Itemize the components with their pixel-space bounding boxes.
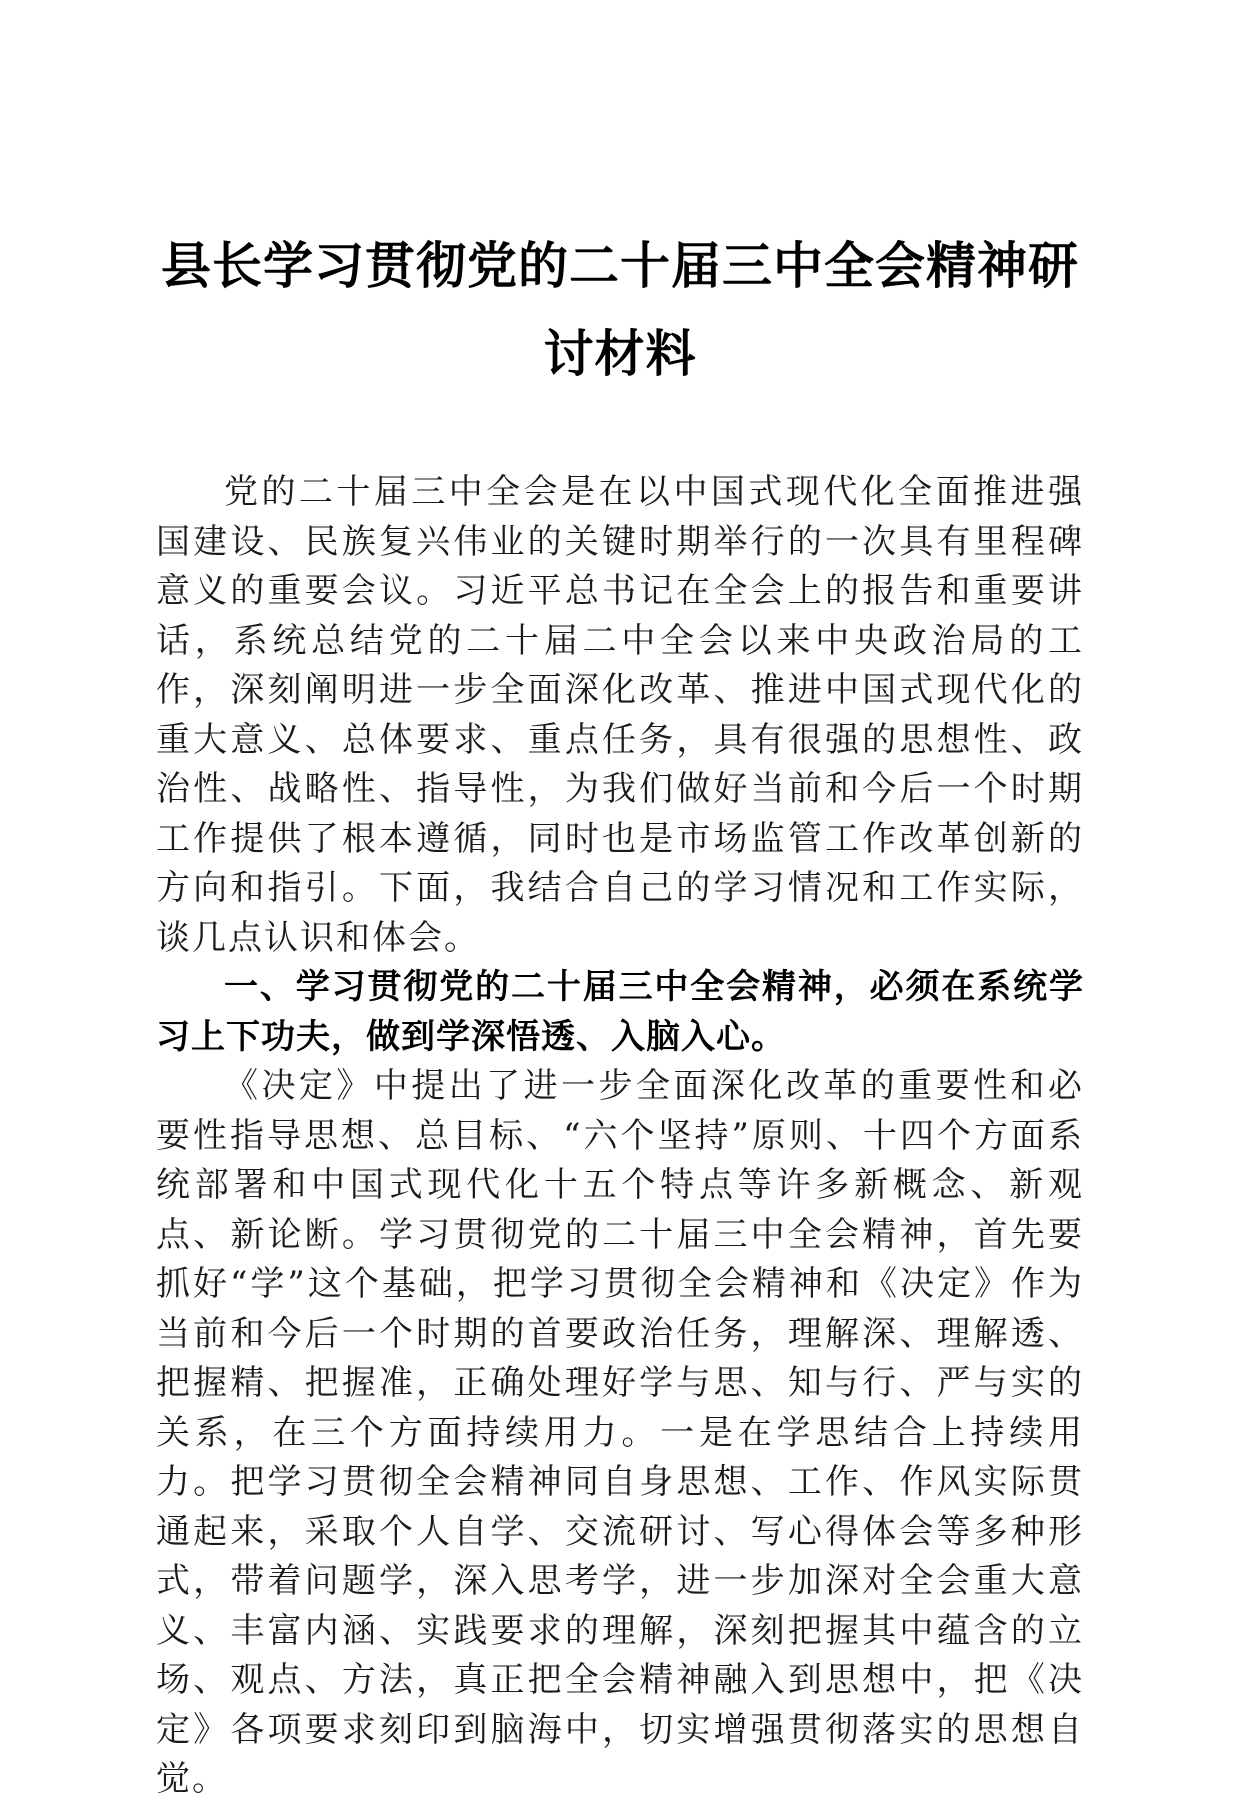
document-body xyxy=(156,468,1084,1805)
intro-paragraph: 党的二十届三中全会是在以中国式现代化全面推进强国建设、民族复兴伟业的关键时期举行的一次具有里程碑意义的重要会议。习近平总书记在全会上的报告和重要讲话，系统总结党的二十届二中全会以来中央政治局的工作，深刻阐明进一步全面深化改革、推进中国式现代化的重大意义、总体要求、重点任务，具有很强的思想性、政治性、战略性、指导性，为我们做好当前和今后一个时期工作提供了根本遵循，同时也是市场监管工作改革创新的方向和指引。下面，我结合自己的学习情况和工作实际，谈几点认识和体会。 xyxy=(156,472,1084,958)
document-title: 县长学习贯彻党的二十届三中全会精神研讨材料 xyxy=(161,236,1079,383)
section-paragraph: 《决定》中提出了进一步全面深化改革的重要性和必要性指导思想、总目标、“六个坚持”原则、十四个方面系统部署和中国式现代化十五个特点等许多新概念、新观点、新论断。学习贯彻党的二十届三中全会精神，首先要抓好“学”这个基础，把学习贯彻全会精神和《决定》作为当前和今后一个时期的首要政治任务，理解深、理解透、把握精、把握准，正确处理好学与思、知与行、严与实的关系，在三个方面持续用力。一是在学思结合上持续用力。把学习贯彻全会精神同自身思想、工作、作风实际贯通起来，采取个人自学、交流研讨、写心得体会等多种形式，带着问题学，深入思考学，进一步加深对全会重大意义、丰富内涵、实践要求的理解，深刻把握其中蕴含的立场、观点、方法，真正把全会精神融入到思想中，把《决定》各项要求刻印到脑海中，切实增强贯彻落实的思想自觉。 xyxy=(156,1066,1084,1799)
section-heading: 一、学习贯彻党的二十届三中全会精神，必须在系统学习上下功夫，做到学深悟透、入脑入心。 xyxy=(156,967,1084,1057)
